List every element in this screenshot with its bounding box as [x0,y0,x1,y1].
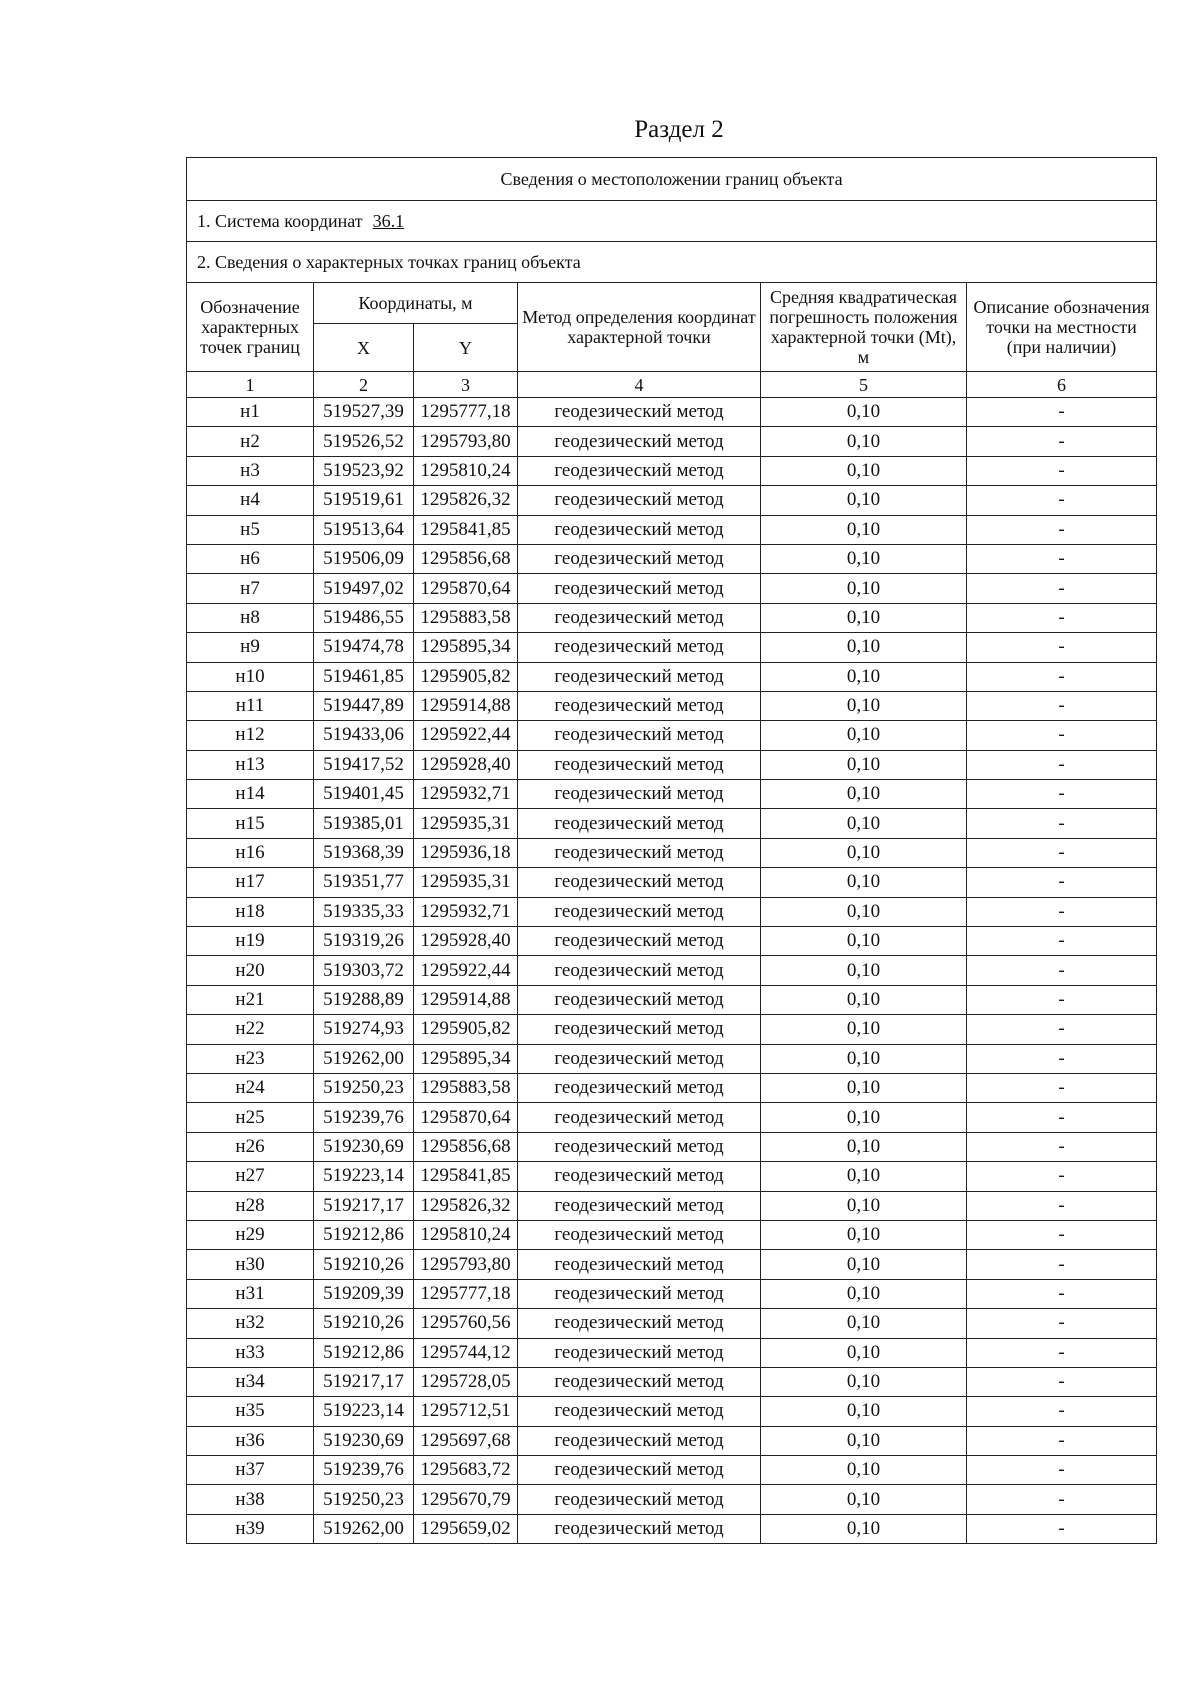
accuracy-cell: 0,10 [761,721,967,750]
point-id-cell: н13 [187,750,314,779]
point-id-cell: н30 [187,1250,314,1279]
method-cell: геодезический метод [518,1309,761,1338]
x-coordinate-cell: 519351,77 [314,868,414,897]
table-row [187,1015,1157,1044]
column-number: 4 [518,372,761,398]
boundary-points-table [186,157,1157,1544]
table-row [187,1426,1157,1455]
table-row [187,515,1157,544]
y-coordinate-cell: 1295683,72 [414,1456,518,1485]
y-coordinate-cell: 1295659,02 [414,1514,518,1543]
y-coordinate-cell: 1295895,34 [414,1044,518,1073]
x-coordinate-cell: 519262,00 [314,1514,414,1543]
x-coordinate-cell: 519519,61 [314,486,414,515]
table-row [187,780,1157,809]
x-coordinate-cell: 519209,39 [314,1279,414,1308]
y-coordinate-cell: 1295810,24 [414,456,518,485]
description-cell: - [967,956,1157,985]
point-id-cell: н37 [187,1456,314,1485]
point-id-cell: н16 [187,838,314,867]
description-cell: - [967,1073,1157,1102]
point-id-cell: н20 [187,956,314,985]
accuracy-cell: 0,10 [761,1044,967,1073]
method-cell: геодезический метод [518,897,761,926]
point-id-cell: н12 [187,721,314,750]
description-cell: - [967,1485,1157,1514]
accuracy-cell: 0,10 [761,1514,967,1543]
method-cell: геодезический метод [518,456,761,485]
accuracy-cell: 0,10 [761,838,967,867]
y-coordinate-cell: 1295914,88 [414,985,518,1014]
table-row [187,1132,1157,1161]
table-row [187,1309,1157,1338]
table-row [187,1456,1157,1485]
table-row [187,1338,1157,1367]
accuracy-cell: 0,10 [761,868,967,897]
y-coordinate-cell: 1295856,68 [414,544,518,573]
table-row [187,633,1157,662]
x-coordinate-cell: 519230,69 [314,1426,414,1455]
x-coordinate-cell: 519433,06 [314,721,414,750]
point-id-cell: н35 [187,1397,314,1426]
table-row [187,456,1157,485]
x-coordinate-cell: 519223,14 [314,1397,414,1426]
table-row [187,809,1157,838]
description-cell: - [967,809,1157,838]
accuracy-cell: 0,10 [761,1103,967,1132]
method-cell: геодезический метод [518,1044,761,1073]
point-id-cell: н8 [187,603,314,632]
point-id-cell: н21 [187,985,314,1014]
table-row [187,603,1157,632]
method-cell: геодезический метод [518,486,761,515]
accuracy-cell: 0,10 [761,662,967,691]
accuracy-cell: 0,10 [761,1250,967,1279]
description-cell: - [967,897,1157,926]
y-coordinate-cell: 1295793,80 [414,427,518,456]
x-coordinate-cell: 519210,26 [314,1250,414,1279]
y-coordinate-cell: 1295760,56 [414,1309,518,1338]
accuracy-cell: 0,10 [761,691,967,720]
accuracy-cell: 0,10 [761,544,967,573]
accuracy-cell: 0,10 [761,927,967,956]
point-id-cell: н2 [187,427,314,456]
table-row [187,1220,1157,1249]
accuracy-cell: 0,10 [761,603,967,632]
table-row [187,1397,1157,1426]
coord-system-value: 36.1 [372,211,405,231]
point-id-cell: н11 [187,691,314,720]
x-coordinate-cell: 519417,52 [314,750,414,779]
accuracy-cell: 0,10 [761,1456,967,1485]
description-cell: - [967,544,1157,573]
method-cell: геодезический метод [518,515,761,544]
accuracy-cell: 0,10 [761,897,967,926]
point-id-cell: н25 [187,1103,314,1132]
description-cell: - [967,1279,1157,1308]
method-cell: геодезический метод [518,1426,761,1455]
x-coordinate-cell: 519474,78 [314,633,414,662]
table-row [187,927,1157,956]
table-row [187,838,1157,867]
accuracy-cell: 0,10 [761,1485,967,1514]
column-number: 5 [761,372,967,398]
method-cell: геодезический метод [518,868,761,897]
accuracy-cell: 0,10 [761,956,967,985]
accuracy-cell: 0,10 [761,427,967,456]
x-coordinate-cell: 519210,26 [314,1309,414,1338]
point-id-cell: н17 [187,868,314,897]
method-cell: геодезический метод [518,1456,761,1485]
method-cell: геодезический метод [518,956,761,985]
point-id-cell: н34 [187,1367,314,1396]
table-row [187,544,1157,573]
method-cell: геодезический метод [518,838,761,867]
description-cell: - [967,691,1157,720]
x-coordinate-cell: 519385,01 [314,809,414,838]
accuracy-cell: 0,10 [761,574,967,603]
accuracy-cell: 0,10 [761,486,967,515]
x-coordinate-cell: 519447,89 [314,691,414,720]
table-row [187,486,1157,515]
description-cell: - [967,662,1157,691]
table-row [187,1367,1157,1396]
description-cell: - [967,1162,1157,1191]
method-cell: геодезический метод [518,1279,761,1308]
description-cell: - [967,721,1157,750]
method-cell: геодезический метод [518,1250,761,1279]
x-coordinate-cell: 519513,64 [314,515,414,544]
y-coordinate-cell: 1295777,18 [414,398,518,427]
description-cell: - [967,1103,1157,1132]
description-cell: - [967,1250,1157,1279]
x-coordinate-cell: 519217,17 [314,1367,414,1396]
y-coordinate-cell: 1295841,85 [414,1162,518,1191]
accuracy-cell: 0,10 [761,780,967,809]
y-coordinate-cell: 1295928,40 [414,927,518,956]
y-coordinate-cell: 1295712,51 [414,1397,518,1426]
method-cell: геодезический метод [518,1073,761,1102]
coord-system-row [187,201,1157,242]
x-coordinate-cell: 519223,14 [314,1162,414,1191]
column-number: 2 [314,372,414,398]
method-cell: геодезический метод [518,603,761,632]
y-coordinate-cell: 1295895,34 [414,633,518,662]
point-id-cell: н14 [187,780,314,809]
method-cell: геодезический метод [518,985,761,1014]
description-cell: - [967,985,1157,1014]
accuracy-cell: 0,10 [761,985,967,1014]
page-title: Раздел 2 [634,116,724,143]
x-coordinate-cell: 519526,52 [314,427,414,456]
x-coordinate-cell: 519288,89 [314,985,414,1014]
table-row [187,897,1157,926]
points-title: 2. Сведения о характерных точках границ объекта [187,242,1157,283]
method-cell: геодезический метод [518,1132,761,1161]
description-cell: - [967,1309,1157,1338]
point-id-cell: н7 [187,574,314,603]
description-cell: - [967,603,1157,632]
method-cell: геодезический метод [518,927,761,956]
table-row [187,691,1157,720]
table-row [187,1073,1157,1102]
header-x: X [314,324,414,372]
method-cell: геодезический метод [518,1220,761,1249]
table-row [187,1514,1157,1543]
point-id-cell: н4 [187,486,314,515]
point-id-cell: н38 [187,1485,314,1514]
table-row [187,574,1157,603]
point-id-cell: н26 [187,1132,314,1161]
method-cell: геодезический метод [518,1191,761,1220]
header-point: Обозначение характерных точек границ [187,283,314,372]
description-cell: - [967,515,1157,544]
point-id-cell: н33 [187,1338,314,1367]
accuracy-cell: 0,10 [761,1397,967,1426]
x-coordinate-cell: 519486,55 [314,603,414,632]
accuracy-cell: 0,10 [761,1309,967,1338]
y-coordinate-cell: 1295936,18 [414,838,518,867]
accuracy-cell: 0,10 [761,1338,967,1367]
point-id-cell: н28 [187,1191,314,1220]
x-coordinate-cell: 519250,23 [314,1485,414,1514]
point-id-cell: н19 [187,927,314,956]
table-row [187,1191,1157,1220]
y-coordinate-cell: 1295697,68 [414,1426,518,1455]
method-cell: геодезический метод [518,633,761,662]
y-coordinate-cell: 1295905,82 [414,662,518,691]
y-coordinate-cell: 1295744,12 [414,1338,518,1367]
header-y: Y [414,324,518,372]
y-coordinate-cell: 1295922,44 [414,721,518,750]
method-cell: геодезический метод [518,691,761,720]
table-row [187,1162,1157,1191]
table-row [187,1103,1157,1132]
description-cell: - [967,1397,1157,1426]
point-id-cell: н15 [187,809,314,838]
accuracy-cell: 0,10 [761,1279,967,1308]
table-row [187,1485,1157,1514]
header-description: Описание обозначения точки на местности (при наличии) [967,283,1157,372]
accuracy-cell: 0,10 [761,1132,967,1161]
accuracy-cell: 0,10 [761,809,967,838]
point-id-cell: н3 [187,456,314,485]
description-cell: - [967,1426,1157,1455]
column-number: 1 [187,372,314,398]
y-coordinate-cell: 1295826,32 [414,486,518,515]
header-coords: Координаты, м [314,283,518,324]
description-cell: - [967,427,1157,456]
point-id-cell: н32 [187,1309,314,1338]
y-coordinate-cell: 1295883,58 [414,603,518,632]
table-row [187,1044,1157,1073]
description-cell: - [967,868,1157,897]
method-cell: геодезический метод [518,1162,761,1191]
y-coordinate-cell: 1295932,71 [414,897,518,926]
table-row [187,985,1157,1014]
method-cell: геодезический метод [518,809,761,838]
x-coordinate-cell: 519368,39 [314,838,414,867]
y-coordinate-cell: 1295728,05 [414,1367,518,1396]
y-coordinate-cell: 1295922,44 [414,956,518,985]
table-row [187,662,1157,691]
method-cell: геодезический метод [518,721,761,750]
y-coordinate-cell: 1295935,31 [414,809,518,838]
y-coordinate-cell: 1295826,32 [414,1191,518,1220]
description-cell: - [967,456,1157,485]
point-id-cell: н23 [187,1044,314,1073]
accuracy-cell: 0,10 [761,1426,967,1455]
accuracy-cell: 0,10 [761,1162,967,1191]
y-coordinate-cell: 1295810,24 [414,1220,518,1249]
point-id-cell: н6 [187,544,314,573]
x-coordinate-cell: 519239,76 [314,1456,414,1485]
point-id-cell: н9 [187,633,314,662]
coord-system-label: 1. Система координат [197,211,363,231]
accuracy-cell: 0,10 [761,515,967,544]
x-coordinate-cell: 519212,86 [314,1220,414,1249]
x-coordinate-cell: 519230,69 [314,1132,414,1161]
table-row [187,398,1157,427]
method-cell: геодезический метод [518,1015,761,1044]
x-coordinate-cell: 519239,76 [314,1103,414,1132]
description-cell: - [967,1367,1157,1396]
description-cell: - [967,780,1157,809]
point-id-cell: н18 [187,897,314,926]
header-method: Метод определения координат характерной точки [518,283,761,372]
method-cell: геодезический метод [518,544,761,573]
x-coordinate-cell: 519506,09 [314,544,414,573]
description-cell: - [967,1191,1157,1220]
accuracy-cell: 0,10 [761,398,967,427]
point-id-cell: н31 [187,1279,314,1308]
table-row [187,427,1157,456]
description-cell: - [967,633,1157,662]
x-coordinate-cell: 519217,17 [314,1191,414,1220]
table-row [187,750,1157,779]
description-cell: - [967,574,1157,603]
method-cell: геодезический метод [518,780,761,809]
point-id-cell: н22 [187,1015,314,1044]
point-id-cell: н1 [187,398,314,427]
y-coordinate-cell: 1295870,64 [414,574,518,603]
method-cell: геодезический метод [518,662,761,691]
y-coordinate-cell: 1295670,79 [414,1485,518,1514]
accuracy-cell: 0,10 [761,633,967,662]
table-row [187,721,1157,750]
method-cell: геодезический метод [518,427,761,456]
y-coordinate-cell: 1295883,58 [414,1073,518,1102]
accuracy-cell: 0,10 [761,1015,967,1044]
description-cell: - [967,1514,1157,1543]
description-cell: - [967,1044,1157,1073]
header-accuracy: Средняя квадратическая погрешность положения характерной точки (Mt), м [761,283,967,372]
method-cell: геодезический метод [518,398,761,427]
x-coordinate-cell: 519335,33 [314,897,414,926]
y-coordinate-cell: 1295905,82 [414,1015,518,1044]
column-number: 6 [967,372,1157,398]
x-coordinate-cell: 519262,00 [314,1044,414,1073]
y-coordinate-cell: 1295856,68 [414,1132,518,1161]
point-id-cell: н39 [187,1514,314,1543]
description-cell: - [967,1456,1157,1485]
method-cell: геодезический метод [518,1367,761,1396]
x-coordinate-cell: 519497,02 [314,574,414,603]
method-cell: геодезический метод [518,1103,761,1132]
x-coordinate-cell: 519250,23 [314,1073,414,1102]
method-cell: геодезический метод [518,750,761,779]
x-coordinate-cell: 519527,39 [314,398,414,427]
y-coordinate-cell: 1295914,88 [414,691,518,720]
section-title: Сведения о местоположении границ объекта [187,158,1157,201]
x-coordinate-cell: 519274,93 [314,1015,414,1044]
y-coordinate-cell: 1295841,85 [414,515,518,544]
y-coordinate-cell: 1295928,40 [414,750,518,779]
y-coordinate-cell: 1295932,71 [414,780,518,809]
point-id-cell: н27 [187,1162,314,1191]
description-cell: - [967,1015,1157,1044]
accuracy-cell: 0,10 [761,1367,967,1396]
description-cell: - [967,486,1157,515]
column-number: 3 [414,372,518,398]
y-coordinate-cell: 1295777,18 [414,1279,518,1308]
method-cell: геодезический метод [518,1338,761,1367]
point-id-cell: н36 [187,1426,314,1455]
y-coordinate-cell: 1295935,31 [414,868,518,897]
accuracy-cell: 0,10 [761,750,967,779]
method-cell: геодезический метод [518,1397,761,1426]
x-coordinate-cell: 519319,26 [314,927,414,956]
table-row [187,1250,1157,1279]
accuracy-cell: 0,10 [761,1220,967,1249]
accuracy-cell: 0,10 [761,456,967,485]
method-cell: геодезический метод [518,1485,761,1514]
y-coordinate-cell: 1295793,80 [414,1250,518,1279]
description-cell: - [967,750,1157,779]
description-cell: - [967,927,1157,956]
description-cell: - [967,398,1157,427]
point-id-cell: н10 [187,662,314,691]
table-row [187,868,1157,897]
y-coordinate-cell: 1295870,64 [414,1103,518,1132]
accuracy-cell: 0,10 [761,1073,967,1102]
description-cell: - [967,1132,1157,1161]
method-cell: геодезический метод [518,574,761,603]
description-cell: - [967,1220,1157,1249]
x-coordinate-cell: 519401,45 [314,780,414,809]
x-coordinate-cell: 519212,86 [314,1338,414,1367]
accuracy-cell: 0,10 [761,1191,967,1220]
table-row [187,1279,1157,1308]
x-coordinate-cell: 519523,92 [314,456,414,485]
x-coordinate-cell: 519303,72 [314,956,414,985]
method-cell: геодезический метод [518,1514,761,1543]
x-coordinate-cell: 519461,85 [314,662,414,691]
table-row [187,956,1157,985]
description-cell: - [967,1338,1157,1367]
point-id-cell: н29 [187,1220,314,1249]
point-id-cell: н5 [187,515,314,544]
description-cell: - [967,838,1157,867]
point-id-cell: н24 [187,1073,314,1102]
